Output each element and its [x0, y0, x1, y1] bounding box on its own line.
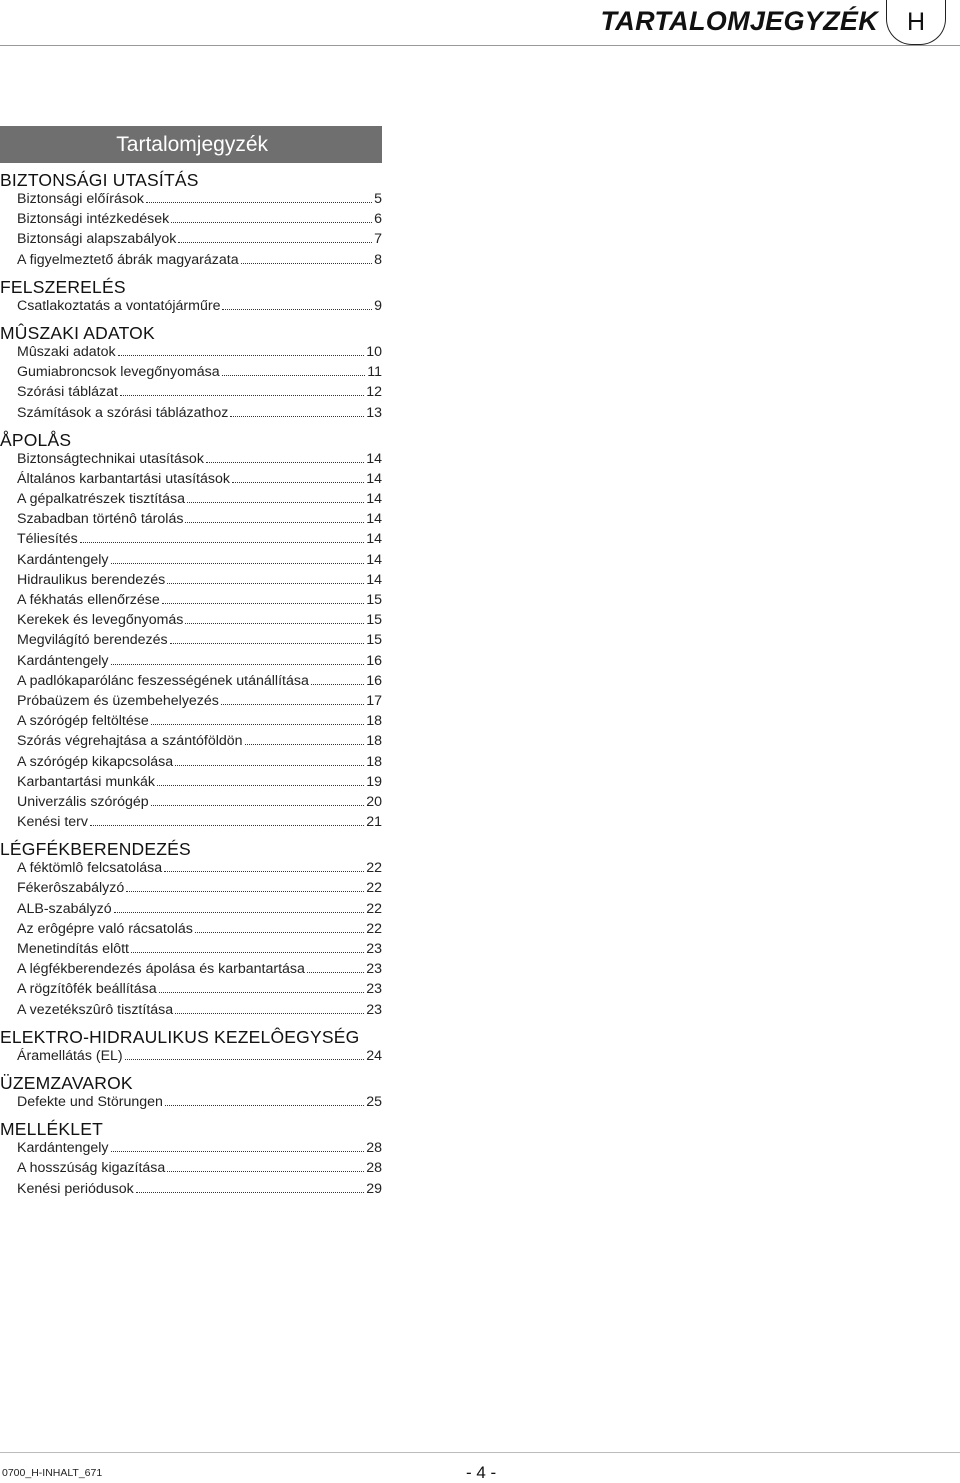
toc-entry-page: 28 [366, 1140, 382, 1157]
toc-entry-label: Karbantartási munkák [17, 773, 156, 790]
toc-entry[interactable] [17, 612, 382, 632]
toc-leader-dots [221, 704, 364, 705]
toc-leader-dots [146, 202, 372, 203]
toc-entry-label: Kardántengely [17, 1140, 109, 1157]
toc-entry-label: Az erôgépre való rácsatolás [17, 920, 193, 937]
toc-leader-dots [230, 416, 364, 417]
toc-entry-label: A szórógép kikapcsolása [17, 753, 174, 770]
toc-leader-dots [245, 744, 365, 745]
toc-leader-dots [111, 563, 365, 564]
toc-entry-label: A légfékberendezés ápolása és karbantartása [17, 961, 305, 978]
toc-leader-dots [232, 482, 364, 483]
toc-leader-dots [90, 825, 364, 826]
toc-entry[interactable] [17, 921, 382, 941]
toc-banner: Tartalomjegyzék [0, 126, 382, 163]
toc-entry[interactable] [17, 693, 382, 713]
toc-entry[interactable] [17, 733, 382, 753]
toc-entry[interactable] [17, 491, 382, 511]
toc-entry-label: A fékhatás ellenőrzése [17, 592, 160, 608]
toc-entry-page: 19 [366, 773, 382, 790]
toc-entry-label: Kardántengely [17, 652, 109, 669]
toc-entry-page: 14 [366, 531, 382, 548]
toc-entry[interactable] [17, 592, 382, 612]
toc-entry-label: Biztonsági előírások [17, 191, 144, 207]
toc-leader-dots [151, 805, 365, 806]
toc-entry-page: 23 [366, 941, 382, 957]
toc-entry-label: A rögzítôfék beállítása [17, 981, 157, 998]
toc-entry[interactable] [17, 384, 382, 404]
toc-entry[interactable] [17, 191, 382, 211]
toc-leader-dots [162, 603, 364, 604]
toc-leader-dots [311, 684, 364, 685]
toc-leader-dots [241, 263, 373, 264]
toc-entry[interactable] [17, 572, 382, 592]
toc-leader-dots [151, 724, 365, 725]
toc-section-heading: ÜZEMZAVAROK [0, 1072, 133, 1093]
toc-entry-page: 18 [366, 733, 382, 750]
toc-entry-page: 12 [366, 384, 382, 401]
toc-entry-label: A féktömlô felcsatolása [17, 860, 163, 877]
toc-entry[interactable] [17, 552, 382, 572]
toc-leader-dots [111, 1151, 365, 1152]
toc-entry-page: 14 [366, 551, 382, 568]
toc-entry-page: 5 [374, 191, 382, 207]
toc-entry[interactable] [17, 211, 382, 231]
page-number: - 4 - [466, 1463, 497, 1482]
toc-leader-dots [222, 309, 372, 310]
toc-entry[interactable] [17, 405, 382, 425]
toc-entry-page: 9 [374, 297, 382, 314]
toc-leader-dots [120, 395, 364, 396]
toc-entry[interactable] [17, 794, 382, 814]
toc-entry[interactable] [17, 531, 382, 551]
toc-entry[interactable] [17, 364, 382, 384]
toc-entry-label: Gumiabroncsok levegőnyomása [17, 364, 220, 381]
toc-entry[interactable] [17, 632, 382, 652]
toc-entry-page: 20 [366, 793, 382, 810]
toc-leader-dots [170, 643, 365, 644]
toc-entry-label: Fékerôszabályzó [17, 880, 125, 897]
toc-leader-dots [136, 1192, 364, 1193]
footer-divider [0, 1452, 960, 1453]
page-header-title: TARTALOMJEGYZÉK [600, 6, 878, 36]
toc-entry-label: Kardántengely [17, 551, 109, 568]
toc-entry[interactable] [17, 713, 382, 733]
toc-entry[interactable] [17, 1094, 382, 1114]
toc-leader-dots [175, 765, 364, 766]
toc-leader-dots [171, 222, 372, 223]
toc-entry[interactable] [17, 344, 382, 364]
toc-leader-dots [125, 1059, 365, 1060]
toc-entry-label: A szórógép feltöltése [17, 713, 149, 730]
toc-entry-label: Kerekek és levegőnyomás [17, 612, 184, 629]
header-divider [0, 45, 960, 46]
toc-leader-dots [206, 462, 364, 463]
toc-entry-label: Univerzális szórógép [17, 793, 149, 810]
toc-entry-label: A hosszúság kigazítása [17, 1160, 166, 1177]
toc-section-heading: ELEKTRO-HIDRAULIKUS KEZELÔEGYSÉG [0, 1026, 360, 1047]
toc-entry-page: 23 [366, 1001, 382, 1018]
toc-leader-dots [222, 375, 366, 376]
toc-leader-dots [187, 502, 364, 503]
toc-entry-label: Téliesítés [17, 531, 78, 548]
toc-section-heading: LÉGFÉKBERENDEZÉS [0, 839, 191, 860]
toc-section-heading: BIZTONSÁGI UTASÍTÁS [0, 170, 199, 190]
language-badge: H [886, 0, 946, 45]
toc-entry[interactable] [17, 1140, 382, 1160]
toc-entry-label: Szórási táblázat [17, 384, 118, 401]
toc-entry[interactable] [17, 231, 382, 251]
toc-entry-page: 7 [374, 231, 382, 248]
toc-entry-page: 13 [366, 404, 382, 421]
toc-entry[interactable] [17, 451, 382, 471]
toc-entry-label: Biztonsági alapszabályok [17, 231, 177, 248]
toc-entry-page: 18 [366, 753, 382, 770]
toc-entry[interactable] [17, 814, 382, 834]
toc-entry-label: A padlókaparólánc feszességének utánállítása [17, 672, 309, 689]
toc-entry-label: Szórás végrehajtása a szántóföldön [17, 733, 243, 750]
toc-leader-dots [126, 891, 364, 892]
toc-entry-label: Megvilágító berendezés [17, 632, 168, 649]
toc-entry[interactable] [17, 941, 382, 961]
toc-entry-label: Kenési terv [17, 814, 88, 831]
toc-leader-dots [157, 785, 364, 786]
toc-entry-label: A vezetékszûrô tisztítása [17, 1001, 174, 1018]
toc-entry[interactable] [17, 860, 382, 880]
toc-entry-label: Áramellátás (EL) [17, 1047, 123, 1064]
toc-entry[interactable] [17, 774, 382, 794]
toc-section-heading: FELSZERELÉS [0, 276, 126, 297]
toc-entry-page: 15 [366, 632, 382, 649]
toc-entry[interactable] [17, 1048, 382, 1068]
toc-entry-label: A gépalkatrészek tisztítása [17, 491, 185, 508]
toc-entry[interactable] [17, 1160, 382, 1180]
toc-leader-dots [185, 522, 364, 523]
toc-entry-page: 15 [366, 612, 382, 629]
toc-entry-page: 29 [366, 1180, 382, 1197]
toc-entry[interactable] [17, 981, 382, 1001]
toc-leader-dots [195, 932, 364, 933]
toc-entry-page: 24 [366, 1047, 382, 1064]
toc-entry-page: 14 [366, 491, 382, 508]
toc-entry-page: 22 [366, 920, 382, 937]
toc-entry[interactable] [17, 673, 382, 693]
toc-entry-page: 22 [366, 900, 382, 917]
toc-entry-page: 10 [366, 343, 382, 360]
toc-entry-label: Defekte und Störungen [17, 1093, 163, 1110]
toc-leader-dots [131, 952, 364, 953]
toc-leader-dots [165, 1105, 364, 1106]
toc-entry-page: 28 [366, 1160, 382, 1177]
toc-entry[interactable] [17, 653, 382, 673]
document-code: 0700_H-INHALT_671 [2, 1467, 103, 1479]
toc-entry-label: Csatlakoztatás a vontatójárműre [17, 297, 221, 314]
toc-entry-label: Mûszaki adatok [17, 343, 116, 360]
toc-entry-page: 14 [366, 450, 382, 467]
toc-entry-page: 25 [366, 1093, 382, 1110]
toc-section-heading: MÛSZAKI ADATOK [0, 322, 155, 343]
toc-entry-label: Kenési periódusok [17, 1180, 134, 1197]
toc-entry[interactable] [17, 1181, 382, 1201]
toc-entry-page: 17 [366, 692, 382, 709]
toc-entry[interactable] [17, 298, 382, 318]
toc-entry-page: 14 [366, 511, 382, 528]
toc-body [0, 169, 382, 1201]
toc-entry-page: 14 [366, 571, 382, 588]
toc-entry-label: A figyelmeztető ábrák magyarázata [17, 251, 239, 268]
toc-entry-label: Biztonságtechnikai utasítások [17, 450, 204, 467]
toc-entry[interactable] [17, 961, 382, 981]
toc-entry-page: 22 [366, 860, 382, 877]
toc-entry-page: 14 [366, 470, 382, 487]
toc-leader-dots [118, 355, 365, 356]
toc-entry-label: Általános karbantartási utasítások [17, 470, 230, 487]
toc-entry-label: Biztonsági intézkedések [17, 211, 170, 228]
toc-leader-dots [167, 1171, 364, 1172]
toc-entry[interactable] [17, 511, 382, 531]
toc-entry-page: 18 [366, 713, 382, 730]
toc-entry-page: 21 [366, 814, 382, 831]
toc-entry[interactable] [17, 471, 382, 491]
toc-entry-label: Menetindítás elôtt [17, 941, 129, 957]
toc-leader-dots [167, 583, 364, 584]
toc-entry-page: 8 [374, 251, 382, 268]
toc-leader-dots [175, 1013, 364, 1014]
toc-entry-page: 6 [374, 211, 382, 228]
toc-leader-dots [178, 242, 372, 243]
toc-entry-page: 23 [366, 981, 382, 998]
toc-entry-label: Hidraulikus berendezés [17, 571, 166, 588]
toc-leader-dots [307, 972, 364, 973]
toc-section-heading: MELLÉKLET [0, 1119, 103, 1140]
toc-leader-dots [185, 623, 364, 624]
toc-leader-dots [164, 871, 364, 872]
toc-section-heading: ÅPOLÅS [0, 429, 72, 450]
toc-entry-label: Szabadban történô tárolás [17, 511, 184, 528]
toc-leader-dots [159, 992, 365, 993]
toc-leader-dots [114, 912, 365, 913]
toc-leader-dots [80, 542, 365, 543]
toc-leader-dots [111, 664, 365, 665]
toc-entry[interactable] [17, 754, 382, 774]
toc-entry-page: 16 [366, 652, 382, 669]
toc-entry-label: Számítások a szórási táblázathoz [17, 404, 229, 421]
toc-entry[interactable] [17, 901, 382, 921]
toc-entry[interactable] [17, 880, 382, 900]
toc-entry-page: 11 [367, 364, 382, 381]
toc-entry-page: 23 [366, 961, 382, 978]
toc-entry-page: 22 [366, 880, 382, 897]
toc-entry[interactable] [17, 1002, 382, 1022]
toc-entry[interactable] [17, 252, 382, 272]
toc-entry-page: 16 [366, 672, 382, 689]
toc-entry-page: 15 [366, 592, 382, 608]
toc-entry-label: Próbaüzem és üzembehelyezés [17, 692, 219, 709]
toc-entry-label: ALB-szabályzó [17, 900, 112, 917]
table-of-contents [0, 126, 382, 1201]
